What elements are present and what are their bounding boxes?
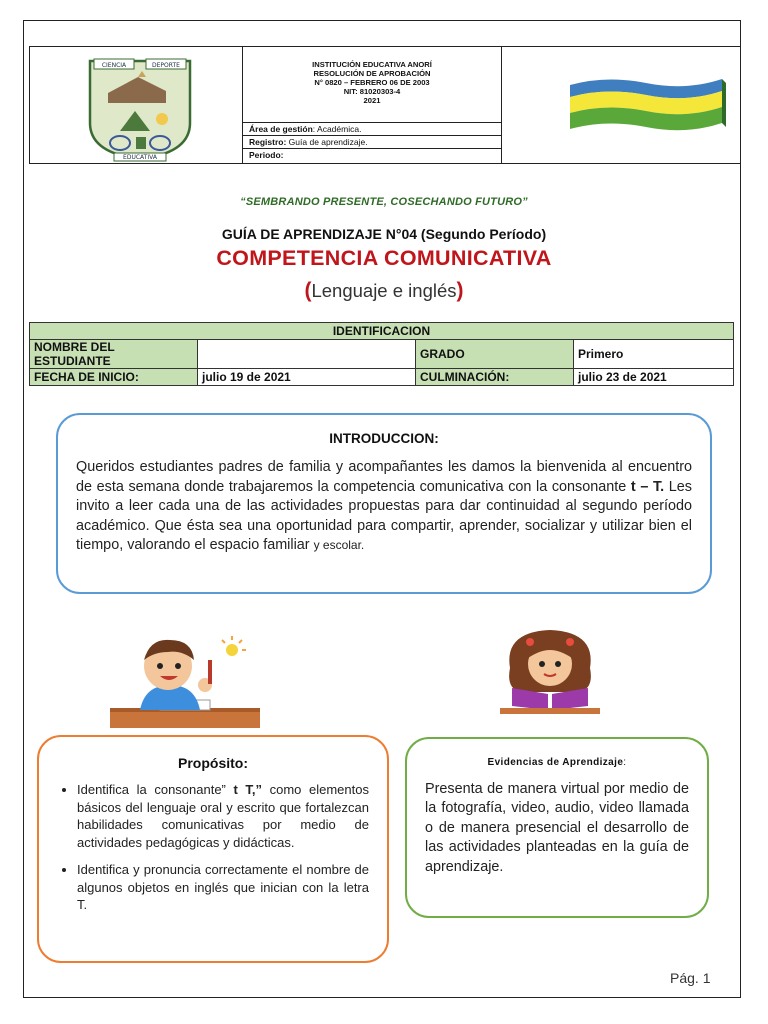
area-line xyxy=(243,122,501,135)
registro-value: Guía de aprendizaje. xyxy=(286,137,368,147)
end-date-label: CULMINACIÓN: xyxy=(416,369,574,386)
intro-text-part1: Queridos estudiantes padres de familia y acompañantes les damos la bienvenida al encuentro de esta semana donde trabajaremos la competencia comunicativa con la consonante xyxy=(76,459,692,495)
purpose-item xyxy=(77,781,369,851)
introduction-text xyxy=(76,458,692,556)
institution-name: INSTITUCIÓN EDUCATIVA ANORÍ xyxy=(312,60,432,69)
purpose-list xyxy=(69,781,369,914)
introduction-title: INTRODUCCION: xyxy=(329,431,439,446)
purpose-title: Propósito: xyxy=(178,755,248,771)
boy-writing-illustration xyxy=(110,630,260,730)
svg-text:DEPORTE: DEPORTE xyxy=(152,62,180,69)
student-name-label: NOMBRE DEL ESTUDIANTE xyxy=(30,340,198,369)
area-value: : Académica. xyxy=(312,124,362,134)
grade-label: GRADO xyxy=(416,340,574,369)
grade-value: Primero xyxy=(574,340,734,369)
purpose-item-text-end: como elementos básicos del lenguaje oral y escrito que fortalezcan habilidades comunicativas por medio de actividades pedagógicas y didácticas. xyxy=(77,782,369,850)
svg-text:EDUCATIVA: EDUCATIVA xyxy=(123,154,157,161)
purpose-item xyxy=(77,861,369,914)
intro-text-part2: Les invito a leer cada una de las actividades propuestas para dar continuidad al segundo período académico. Que ésta sea una oportunidad para compartir, aprender, socializar y utilizar bien el tiempo, valorando el espacio familiar xyxy=(76,478,692,554)
periodo-line xyxy=(243,148,501,161)
purpose-box xyxy=(37,735,389,963)
introduction-box xyxy=(56,413,712,594)
sub-title xyxy=(0,279,768,303)
identification-heading: IDENTIFICACION xyxy=(30,323,734,340)
resolution-number: N° 0820 – FEBRERO 06 DE 2003 xyxy=(314,78,430,87)
registro-label: Registro: xyxy=(249,137,287,147)
intro-text-part3: y escolar. xyxy=(313,538,365,553)
logo-cell xyxy=(30,47,243,164)
intro-text-consonant: t – T. xyxy=(630,478,665,495)
evidence-title-suffix: : xyxy=(623,757,627,768)
school-crest-logo xyxy=(80,53,200,163)
guide-title: GUÍA DE APRENDIZAJE N°04 (Segundo Período) xyxy=(221,226,547,242)
end-date-value: julio 23 de 2021 xyxy=(574,369,734,386)
nit-line: NIT: 81020303-4 xyxy=(343,87,401,96)
main-title: COMPETENCIA COMUNICATIVA xyxy=(216,246,552,270)
year-line: 2021 xyxy=(363,96,381,105)
flag-logo xyxy=(566,71,726,141)
page-number: Pág. 1 xyxy=(670,970,711,986)
svg-text:CIENCIA: CIENCIA xyxy=(101,62,127,69)
institution-info-cell xyxy=(243,47,502,164)
resolution-line: RESOLUCIÓN DE APROBACIÓN xyxy=(313,69,431,78)
sub-title-close-paren: ) xyxy=(456,279,464,302)
evidence-title-text: Evidencias de Aprendizaje xyxy=(487,757,624,768)
start-date-value: julio 19 de 2021 xyxy=(198,369,416,386)
evidence-title xyxy=(407,757,707,768)
slogan: “SEMBRANDO PRESENTE, COSECHANDO FUTURO” xyxy=(240,196,528,208)
sub-title-text: Lenguaje e inglés xyxy=(311,280,457,301)
institution-info xyxy=(243,47,501,122)
start-date-label: FECHA DE INICIO: xyxy=(30,369,198,386)
flag-cell xyxy=(502,47,741,164)
girl-reading-illustration xyxy=(490,628,610,714)
purpose-item-consonant: t T,” xyxy=(233,782,263,797)
periodo-label: Periodo: xyxy=(249,150,284,160)
area-label: Área de gestión xyxy=(249,124,313,134)
header-table xyxy=(29,46,741,164)
evidence-box xyxy=(405,737,709,918)
purpose-item-text: Identifica y pronuncia correctamente el nombre de algunos objetos en inglés que inician con la letra T. xyxy=(77,862,369,912)
student-name-value xyxy=(198,340,416,369)
registro-line xyxy=(243,135,501,148)
evidence-text: Presenta de manera virtual por medio de la fotografía, video, audio, video llamada o de manera presencial el desarrollo de las actividades planteadas en la guía de aprendizaje. xyxy=(425,781,689,875)
sub-title-open-paren: ( xyxy=(304,279,312,302)
identification-table xyxy=(29,322,734,386)
purpose-item-text: Identifica la consonante” xyxy=(77,782,234,797)
